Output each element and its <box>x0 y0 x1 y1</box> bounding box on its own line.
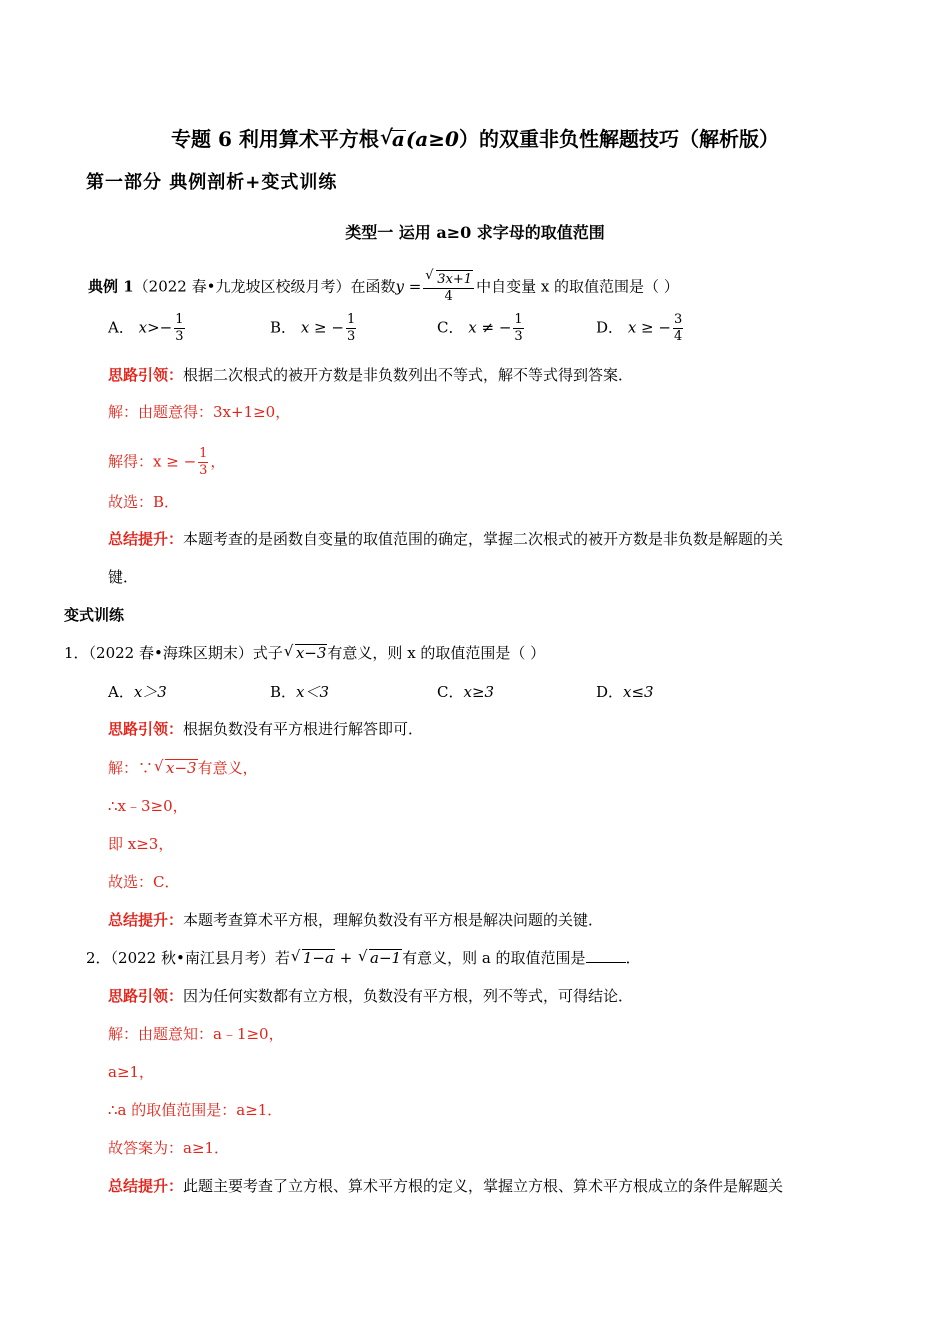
example1-hint: 思路引领：根据二次根式的被开方数是非负数列出不等式，解不等式得到答案． <box>108 366 634 384</box>
example1-after: 中自变量 x 的取值范围是（ ） <box>476 277 679 296</box>
title-prefix: 专题 6 利用算术平方根 <box>171 127 379 151</box>
example1-option-d: D． x ≥ − $\frac{3}{4}$ <box>596 312 683 344</box>
part-heading: 第一部分 典例剖析+变式训练 <box>86 172 338 193</box>
example1-choice: 故选：B． <box>108 493 180 511</box>
title-radicand: a <box>391 127 405 151</box>
q1-solution-3: 即 x≥3， <box>108 835 174 853</box>
variant-heading: 变式训练 <box>64 606 125 624</box>
example1-option-a: A． x>− $\frac{1}{3}$ <box>108 312 184 344</box>
example1-solution-1: 解：由题意得：3x+1≥0， <box>108 403 291 421</box>
title-sqrt <box>380 124 406 154</box>
q2-hint: 思路引领：因为任何实数都有立方根，负数没有平方根，列不等式，可得结论． <box>108 987 634 1005</box>
q1-option-c: C．x≥3 <box>437 683 495 701</box>
q1-hint: 思路引领：根据负数没有平方根进行解答即可． <box>108 720 424 738</box>
q1-solution-1: 解：∵√ x−3有意义， <box>108 757 258 779</box>
example1-summary: 总结提升：本题考查的是函数自变量的取值范围的确定，掌握二次根式的被开方数是非负数是解题的关 <box>108 530 784 548</box>
q2-solution-4: 故答案为：a≥1． <box>108 1139 230 1157</box>
page-title <box>0 124 950 154</box>
q2-stem: 2．（2022 秋•南江县月考）若√ 1−a + √ a−1有意义，则 a 的取值范围是 ． <box>86 947 641 969</box>
example1-option-b: B． x ≥ − $\frac{1}{3}$ <box>270 312 356 344</box>
q1-option-b: B．x＜3 <box>270 683 330 701</box>
title-mid: (a≥0 <box>405 127 459 151</box>
q1-solution-2: ∴x﹣3≥0， <box>108 797 188 815</box>
q2-solution-2: a≥1， <box>108 1063 155 1081</box>
example1-solution-2: 解得：x ≥ − $\frac{1}{3}$ ， <box>108 446 226 478</box>
answer-blank <box>586 948 626 963</box>
example1-option-c: C． x ≠ − $\frac{1}{3}$ <box>437 312 523 344</box>
q1-choice: 故选：C． <box>108 873 180 891</box>
example1-func-den: 4 <box>444 289 453 304</box>
example1-label: 典例 1 <box>88 277 134 296</box>
q1-option-a: A．x＞3 <box>108 683 167 701</box>
example1-func-frac <box>423 270 474 305</box>
title-suffix: ）的双重非负性解题技巧（解析版） <box>458 127 779 151</box>
q1-stem: 1．（2022 春•海珠区期末）式子√ x−3有意义，则 x 的取值范围是（ ） <box>64 642 545 664</box>
q2-solution-3: ∴a 的取值范围是：a≥1． <box>108 1101 283 1119</box>
type-heading: 类型一 运用 a≥0 求字母的取值范围 <box>345 223 605 242</box>
example1-stem <box>88 270 679 305</box>
q2-summary: 总结提升：此题主要考查了立方根、算术平方根的定义，掌握立方根、算术平方根成立的条件是解题关 <box>108 1177 784 1195</box>
q1-summary: 总结提升：本题考查算术平方根，理解负数没有平方根是解决问题的关键． <box>108 911 604 929</box>
example1-func-radicand: 3x+1 <box>437 272 473 287</box>
example1-func-lhs: y = <box>395 277 422 296</box>
q1-option-d: D．x≤3 <box>596 683 654 701</box>
example1-source: （2022 春•九龙坡区校级月考）在函数 <box>133 277 396 296</box>
example1-summary-cont: 键． <box>108 568 139 586</box>
q2-solution-1: 解：由题意知：a﹣1≥0， <box>108 1025 284 1043</box>
